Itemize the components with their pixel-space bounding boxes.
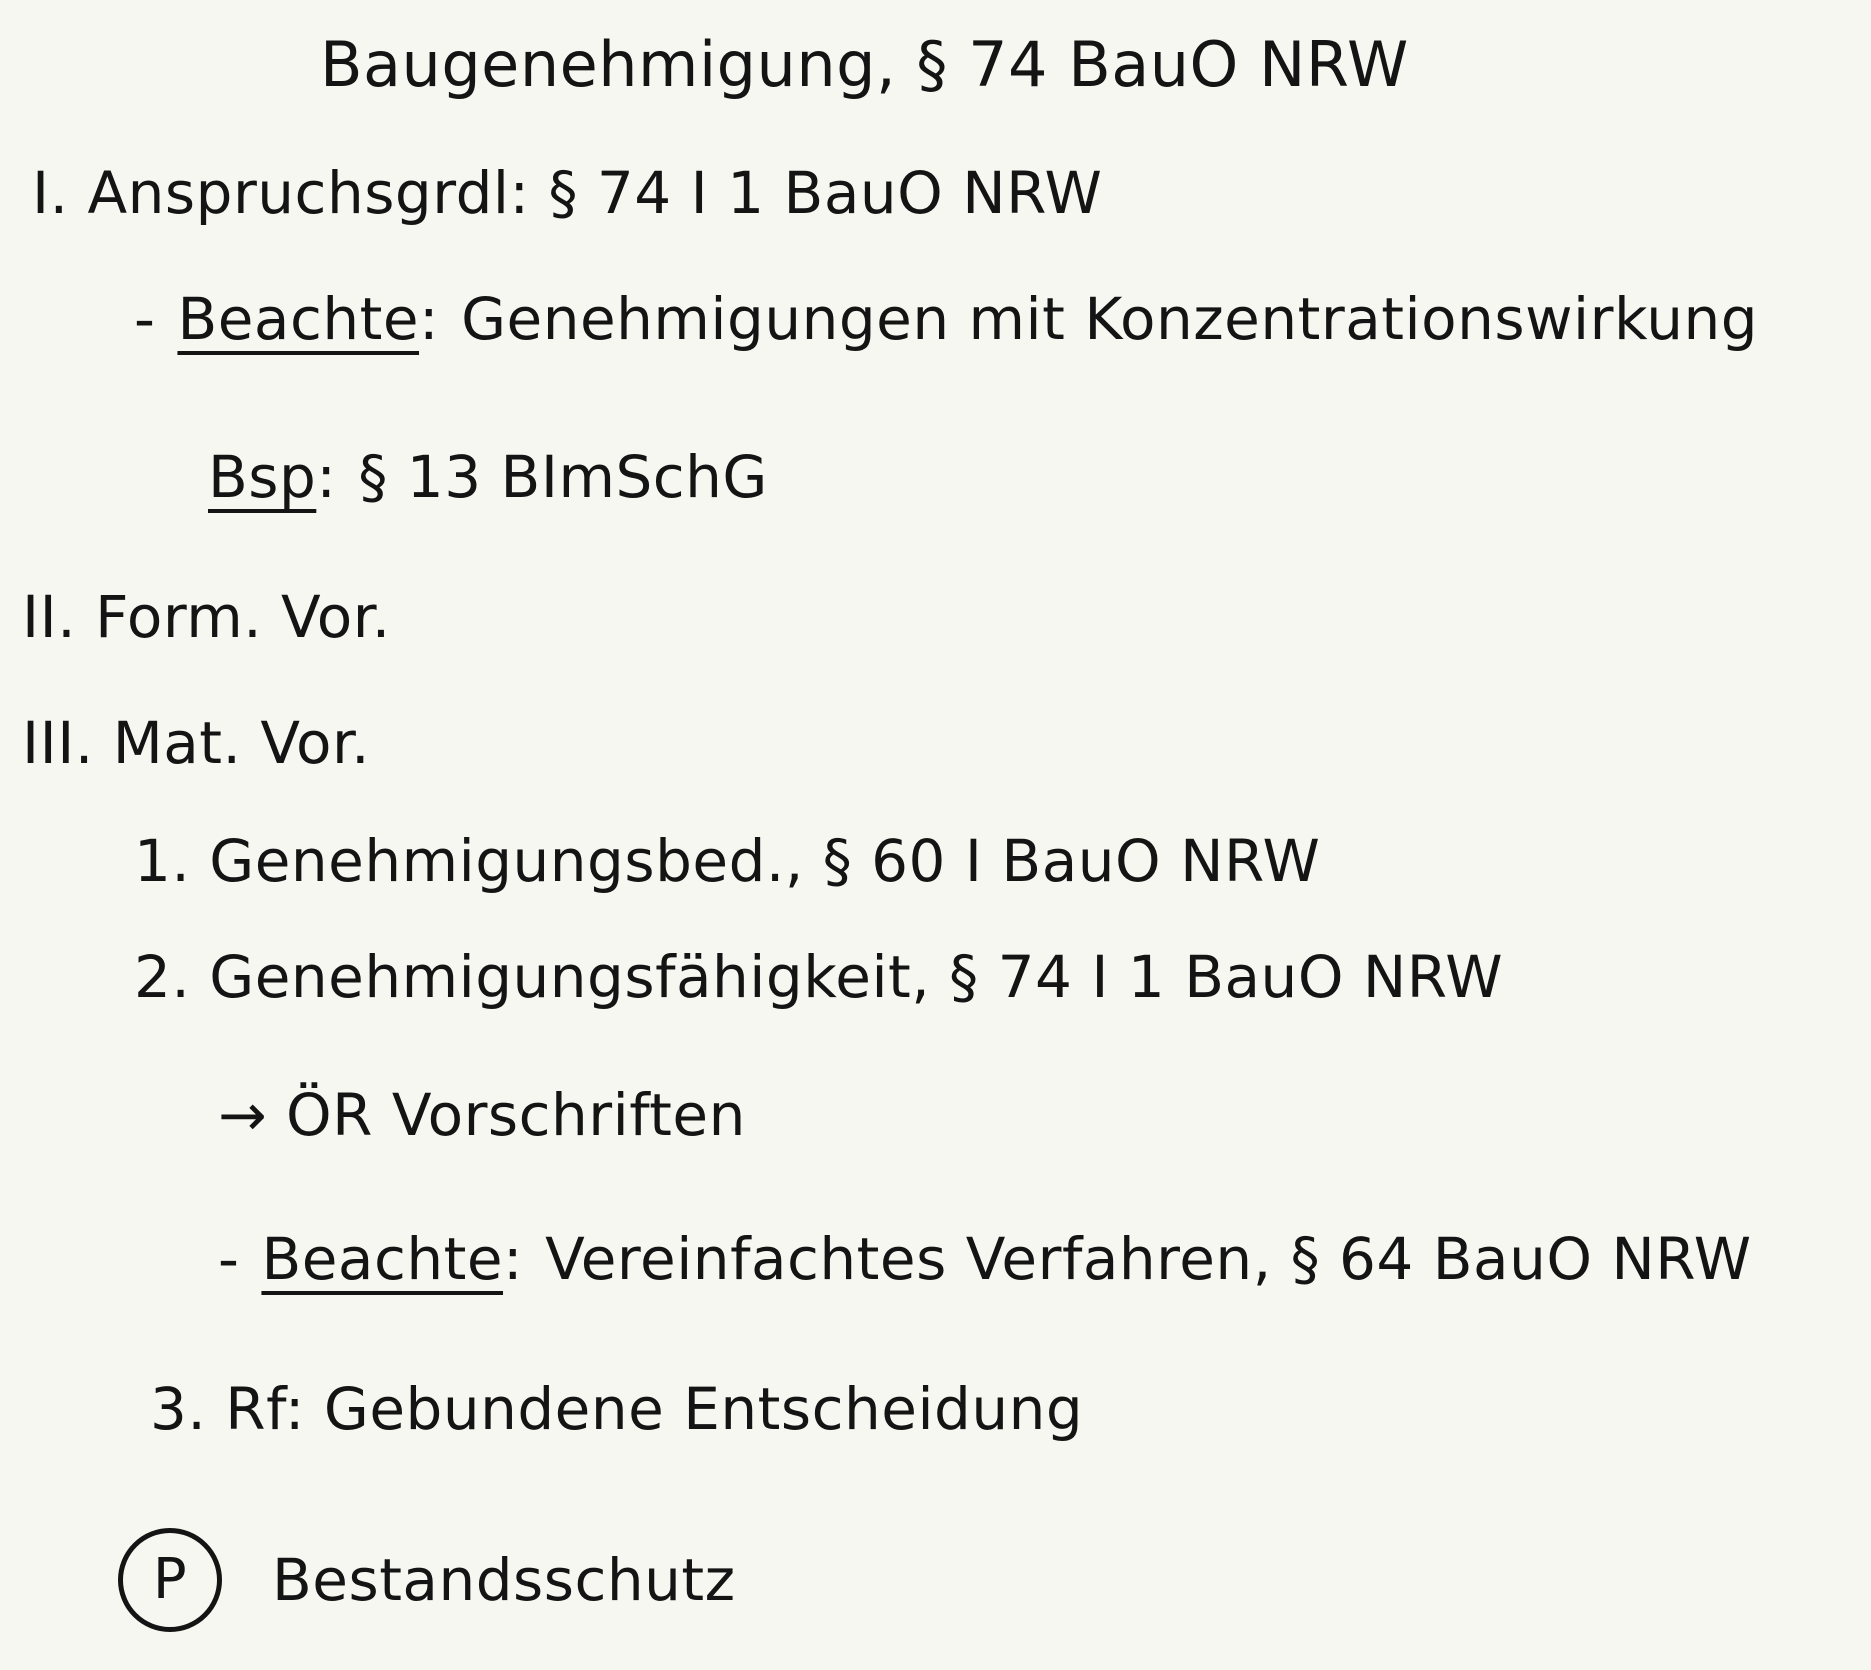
example-colon: :: [316, 443, 337, 511]
arrow-note: → ÖR Vorschriften: [218, 1081, 746, 1149]
note-dash: -: [134, 285, 156, 353]
note-colon: :: [419, 285, 440, 353]
formal-requirements-heading: II. Form. Vor.: [22, 583, 391, 651]
claim-basis-heading: I. Anspruchsgrdl: § 74 I 1 BauO NRW: [32, 159, 1103, 227]
note-text: Vereinfachtes Verfahren, § 64 BauO NRW: [545, 1225, 1752, 1293]
note-text: Genehmigungen mit Konzentrationswirkung: [461, 285, 1759, 353]
material-requirements-heading: III. Mat. Vor.: [22, 709, 371, 777]
note-vereinfachtes-verfahren: [218, 1225, 1752, 1293]
example-text: § 13 BImSchG: [358, 443, 768, 511]
problem-text: Bestandsschutz: [272, 1546, 736, 1614]
note-colon: :: [503, 1225, 524, 1293]
problem-line: [118, 1528, 736, 1632]
note-konzentrationswirkung: [134, 285, 1759, 353]
note-dash: -: [218, 1225, 240, 1293]
sub-item-2: 2. Genehmigungsfähigkeit, § 74 I 1 BauO NRW: [134, 943, 1504, 1011]
page-title: Baugenehmigung, § 74 BauO NRW: [320, 28, 1409, 101]
sub-item-1: 1. Genehmigungsbed., § 60 I BauO NRW: [134, 827, 1321, 895]
note-label: Beachte: [261, 1225, 504, 1293]
note-label: Beachte: [177, 285, 420, 353]
sub-item-3: 3. Rf: Gebundene Entscheidung: [150, 1375, 1084, 1443]
example-line: [208, 443, 768, 511]
problem-marker-icon: P: [118, 1528, 222, 1632]
example-label: Bsp: [208, 443, 317, 511]
